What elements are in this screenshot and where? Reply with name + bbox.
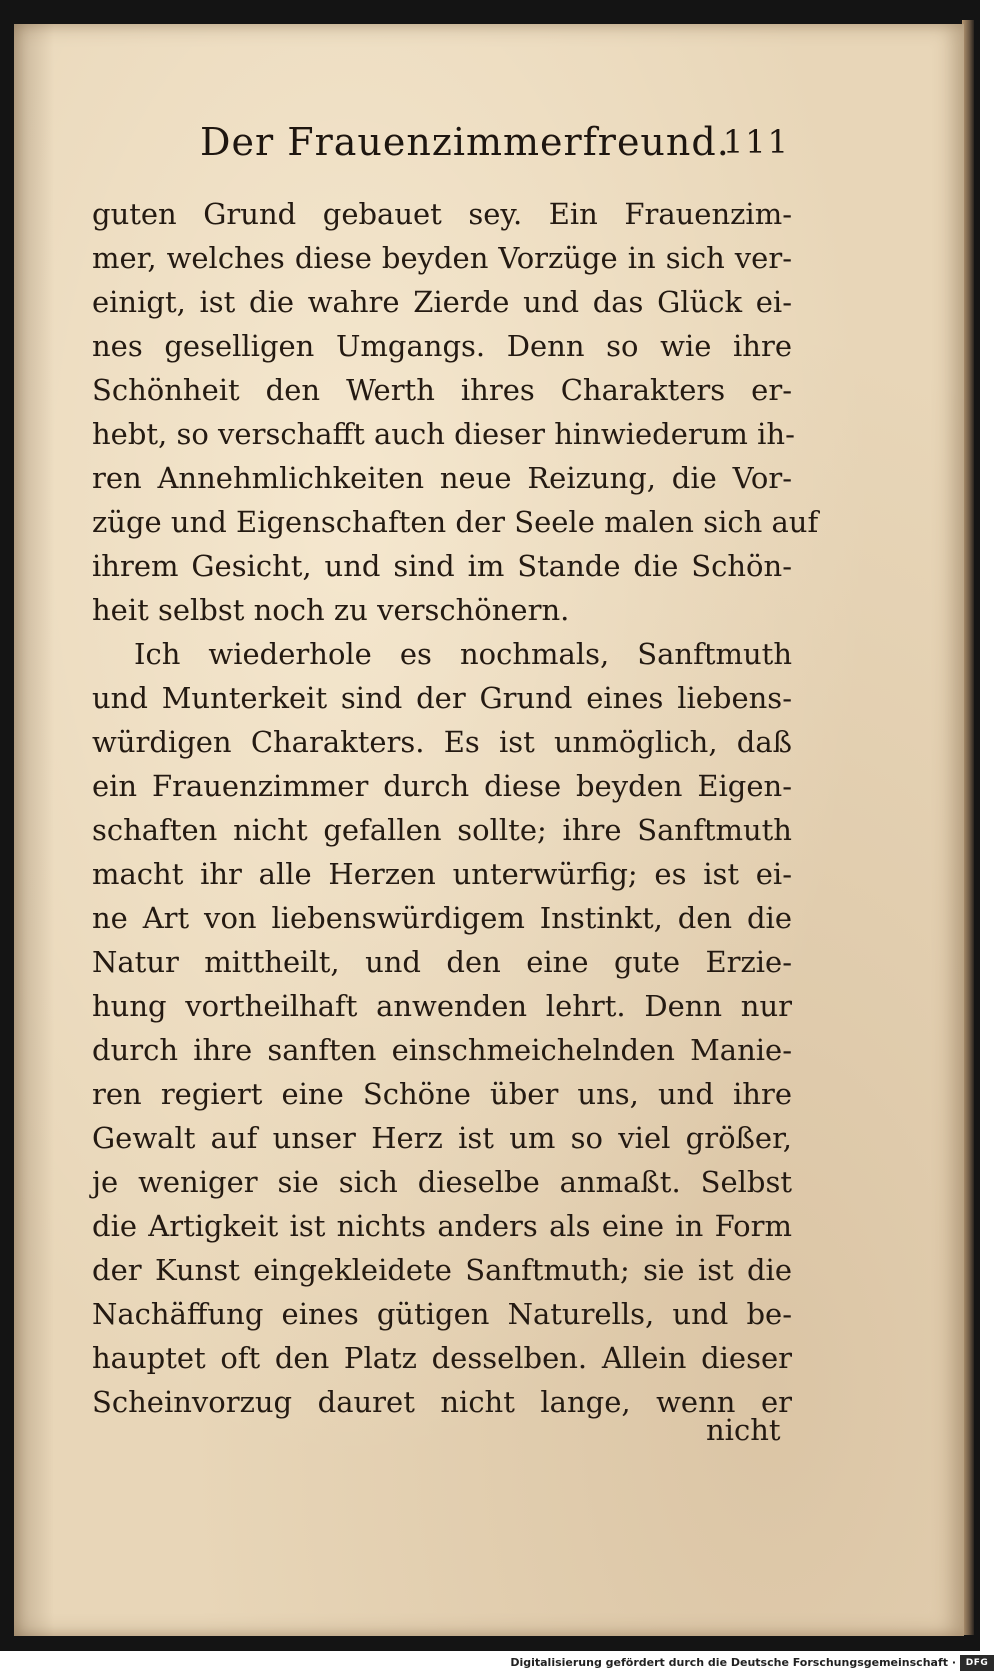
page-number: 111 <box>722 123 790 161</box>
text-line: durch ihre sanften einschmeichelnden Manie- <box>92 1033 792 1067</box>
text-line: ne Art von liebenswürdigem Instinkt, den die <box>92 901 792 935</box>
text-line: der Kunst eingekleidete Sanftmuth; sie ist die <box>92 1253 792 1287</box>
text-line: Scheinvorzug dauret nicht lange, wenn er <box>92 1385 792 1419</box>
text-line: einigt, ist die wahre Zierde und das Glück ei- <box>92 285 792 319</box>
text-line: ein Frauenzimmer durch diese beyden Eigen- <box>92 769 792 803</box>
text-line: schaften nicht gefallen sollte; ihre Sanftmuth <box>92 813 792 847</box>
paragraph-first-line: Ich wiederhole es nochmals, Sanftmuth <box>134 637 792 671</box>
text-line: macht ihr alle Herzen unterwürfig; es ist ei- <box>92 857 792 891</box>
digitization-footer <box>0 1651 1000 1677</box>
running-title: Der Frauenzimmerfreund. <box>200 120 730 164</box>
body-text <box>92 192 819 1424</box>
text-line: ren regiert eine Schöne über uns, und ihre <box>92 1077 792 1111</box>
text-line: ihrem Gesicht, und sind im Stande die Schön- <box>92 549 792 583</box>
text-line: Gewalt auf unser Herz ist um so viel größer, <box>92 1121 792 1155</box>
text-line: je weniger sie sich dieselbe anmaßt. Selbst <box>92 1165 792 1199</box>
catchword: nicht <box>706 1413 781 1447</box>
text-line: züge und Eigenschaften der Seele malen sich auf <box>92 505 819 539</box>
text-line: nes geselligen Umgangs. Denn so wie ihre <box>92 329 792 363</box>
text-line: mer, welches diese beyden Vorzüge in sich ver- <box>92 241 792 275</box>
text-line: die Artigkeit ist nichts anders als eine in Form <box>92 1209 792 1243</box>
text-line: hauptet oft den Platz desselben. Allein dieser <box>92 1341 792 1375</box>
running-head <box>200 112 790 172</box>
funding-credit: Digitalisierung gefördert durch die Deutsche Forschungsgemeinschaft · <box>510 1656 956 1669</box>
text-line: Schönheit den Werth ihres Charakters er- <box>92 373 792 407</box>
text-line: würdigen Charakters. Es ist unmöglich, daß <box>92 725 792 759</box>
text-line: Natur mittheilt, und den eine gute Erzie- <box>92 945 792 979</box>
spine-shadow <box>14 24 54 1636</box>
text-line: Nachäffung eines gütigen Naturells, und be- <box>92 1297 792 1331</box>
dfg-logo: DFG <box>960 1655 994 1671</box>
text-line: ren Annehmlichkeiten neue Reizung, die Vor- <box>92 461 792 495</box>
text-line: und Munterkeit sind der Grund eines liebens- <box>92 681 792 715</box>
paragraph-end-line: heit selbst noch zu verschönern. <box>92 593 570 627</box>
text-line: guten Grund gebauet sey. Ein Frauenzim- <box>92 197 792 231</box>
text-line: hung vortheilhaft anwenden lehrt. Denn nur <box>92 989 792 1023</box>
text-line: hebt, so verschafft auch dieser hinwiederum ih- <box>92 417 795 451</box>
